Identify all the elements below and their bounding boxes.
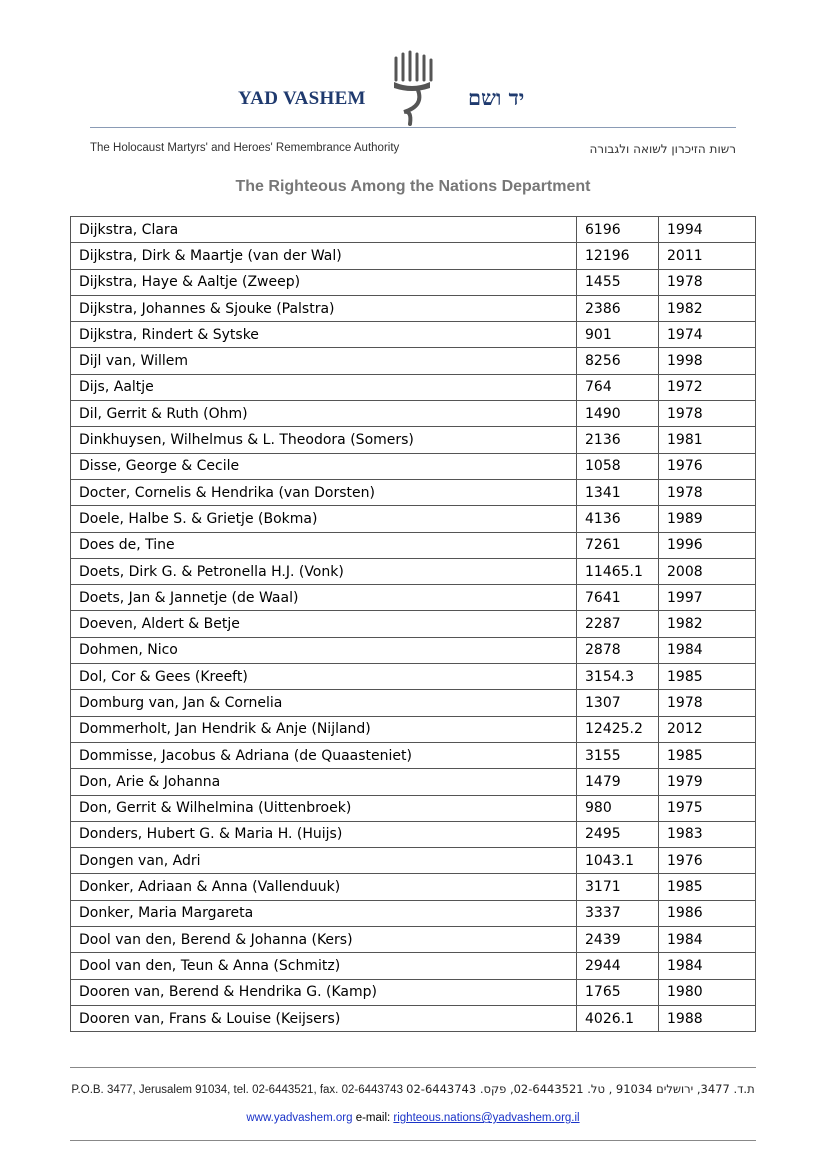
year-cell: 1980 [659, 979, 756, 1005]
file-number-cell: 2136 [577, 427, 659, 453]
year-cell: 1972 [659, 374, 756, 400]
year-cell: 1982 [659, 611, 756, 637]
year-cell: 1994 [659, 217, 756, 243]
year-cell: 1989 [659, 506, 756, 532]
file-number-cell: 3155 [577, 742, 659, 768]
header-divider [90, 127, 736, 128]
rescuer-name-cell: Dol, Cor & Gees (Kreeft) [71, 664, 577, 690]
table-row [71, 295, 756, 321]
table-row [71, 506, 756, 532]
rescuer-name-cell: Dil, Gerrit & Ruth (Ohm) [71, 401, 577, 427]
file-number-cell: 11465.1 [577, 558, 659, 584]
file-number-cell: 4136 [577, 506, 659, 532]
year-cell: 1982 [659, 295, 756, 321]
table-row [71, 453, 756, 479]
email-link[interactable]: righteous.nations@yadvashem.org.il [393, 1112, 580, 1124]
year-cell: 1978 [659, 690, 756, 716]
year-cell: 2011 [659, 243, 756, 269]
rescuer-name-cell: Docter, Cornelis & Hendrika (van Dorsten) [71, 479, 577, 505]
table-row [71, 401, 756, 427]
table-row [71, 532, 756, 558]
rescuer-name-cell: Dool van den, Teun & Anna (Schmitz) [71, 953, 577, 979]
year-cell: 1986 [659, 900, 756, 926]
file-number-cell: 1341 [577, 479, 659, 505]
rescuer-name-cell: Dooren van, Berend & Hendrika G. (Kamp) [71, 979, 577, 1005]
year-cell: 1984 [659, 927, 756, 953]
file-number-cell: 3171 [577, 874, 659, 900]
table-row [71, 348, 756, 374]
file-number-cell: 1455 [577, 269, 659, 295]
table-row [71, 269, 756, 295]
rescuer-name-cell: Doets, Dirk G. & Petronella H.J. (Vonk) [71, 558, 577, 584]
file-number-cell: 3154.3 [577, 664, 659, 690]
rescuer-name-cell: Donders, Hubert G. & Maria H. (Huijs) [71, 821, 577, 847]
year-cell: 1985 [659, 664, 756, 690]
footer-contact [0, 1112, 826, 1124]
file-number-cell: 1479 [577, 769, 659, 795]
address-en: P.O.B. 3477, Jerusalem 91034, tel. 02-6443521, fax. 02-6443743 [71, 1084, 403, 1096]
file-number-cell: 2386 [577, 295, 659, 321]
file-number-cell: 7261 [577, 532, 659, 558]
table-row [71, 927, 756, 953]
year-cell: 2008 [659, 558, 756, 584]
rescuer-name-cell: Dijkstra, Dirk & Maartje (van der Wal) [71, 243, 577, 269]
rescuer-name-cell: Dijkstra, Rindert & Sytske [71, 322, 577, 348]
authority-en: The Holocaust Martyrs' and Heroes' Remembrance Authority [90, 142, 400, 154]
rescuer-name-cell: Doeven, Aldert & Betje [71, 611, 577, 637]
year-cell: 1976 [659, 848, 756, 874]
rescuer-name-cell: Dommerholt, Jan Hendrik & Anje (Nijland) [71, 716, 577, 742]
rescuer-name-cell: Dommisse, Jacobus & Adriana (de Quaasteniet) [71, 742, 577, 768]
table-row [71, 243, 756, 269]
table-row [71, 611, 756, 637]
file-number-cell: 980 [577, 795, 659, 821]
table-row [71, 427, 756, 453]
file-number-cell: 1490 [577, 401, 659, 427]
year-cell: 1997 [659, 585, 756, 611]
file-number-cell: 764 [577, 374, 659, 400]
year-cell: 1979 [659, 769, 756, 795]
table-row [71, 217, 756, 243]
rescuer-name-cell: Dijkstra, Haye & Aaltje (Zweep) [71, 269, 577, 295]
yad-vashem-logo-icon [386, 50, 438, 130]
table-row [71, 664, 756, 690]
year-cell: 1996 [659, 532, 756, 558]
table-row [71, 558, 756, 584]
file-number-cell: 1043.1 [577, 848, 659, 874]
authority-line [90, 142, 736, 156]
rescuer-name-cell: Dijs, Aaltje [71, 374, 577, 400]
file-number-cell: 12196 [577, 243, 659, 269]
year-cell: 1984 [659, 953, 756, 979]
table-row [71, 979, 756, 1005]
rescuer-name-cell: Dijkstra, Johannes & Sjouke (Palstra) [71, 295, 577, 321]
table-row [71, 795, 756, 821]
table-row [71, 690, 756, 716]
year-cell: 1985 [659, 742, 756, 768]
rescuer-name-cell: Disse, George & Cecile [71, 453, 577, 479]
year-cell: 1984 [659, 637, 756, 663]
year-cell: 1998 [659, 348, 756, 374]
file-number-cell: 1058 [577, 453, 659, 479]
rescuer-name-cell: Dool van den, Berend & Johanna (Kers) [71, 927, 577, 953]
year-cell: 1978 [659, 479, 756, 505]
rescuer-name-cell: Dinkhuysen, Wilhelmus & L. Theodora (Somers) [71, 427, 577, 453]
file-number-cell: 1307 [577, 690, 659, 716]
table-row [71, 637, 756, 663]
file-number-cell: 2944 [577, 953, 659, 979]
file-number-cell: 2287 [577, 611, 659, 637]
file-number-cell: 12425.2 [577, 716, 659, 742]
year-cell: 1983 [659, 821, 756, 847]
file-number-cell: 2878 [577, 637, 659, 663]
file-number-cell: 3337 [577, 900, 659, 926]
table-row [71, 1005, 756, 1031]
file-number-cell: 7641 [577, 585, 659, 611]
file-number-cell: 6196 [577, 217, 659, 243]
rescuer-name-cell: Doele, Halbe S. & Grietje (Bokma) [71, 506, 577, 532]
table-row [71, 585, 756, 611]
table-row [71, 953, 756, 979]
rescuer-name-cell: Don, Gerrit & Wilhelmina (Uittenbroek) [71, 795, 577, 821]
table-row [71, 874, 756, 900]
file-number-cell: 1765 [577, 979, 659, 1005]
year-cell: 1988 [659, 1005, 756, 1031]
righteous-list-table [70, 216, 756, 1032]
file-number-cell: 8256 [577, 348, 659, 374]
year-cell: 1978 [659, 269, 756, 295]
authority-he: רשות הזיכרון לשואה ולגבורה [589, 142, 736, 156]
rescuer-name-cell: Dohmen, Nico [71, 637, 577, 663]
file-number-cell: 2495 [577, 821, 659, 847]
rescuer-name-cell: Domburg van, Jan & Cornelia [71, 690, 577, 716]
year-cell: 1974 [659, 322, 756, 348]
year-cell: 1976 [659, 453, 756, 479]
rescuer-name-cell: Doets, Jan & Jannetje (de Waal) [71, 585, 577, 611]
file-number-cell: 901 [577, 322, 659, 348]
table-row [71, 821, 756, 847]
rescuer-name-cell: Don, Arie & Johanna [71, 769, 577, 795]
table-row [71, 900, 756, 926]
table-row [71, 769, 756, 795]
table-row [71, 322, 756, 348]
rescuer-name-cell: Dongen van, Adri [71, 848, 577, 874]
year-cell: 1985 [659, 874, 756, 900]
table-row [71, 374, 756, 400]
address-he: ת.ד. 3477, ירושלים 91034 , טל. 02-6443521, פקס. 02-6443743 [406, 1082, 755, 1096]
file-number-cell: 4026.1 [577, 1005, 659, 1031]
rescuer-name-cell: Donker, Adriaan & Anna (Vallenduuk) [71, 874, 577, 900]
table-row [71, 742, 756, 768]
footer-address [0, 1082, 826, 1096]
brand-name-en: YAD VASHEM [238, 88, 366, 109]
footer-divider-bottom [70, 1140, 756, 1141]
rescuer-name-cell: Dooren van, Frans & Louise (Keijsers) [71, 1005, 577, 1031]
letterhead [0, 0, 826, 210]
department-title: The Righteous Among the Nations Department [235, 178, 591, 195]
table-row [71, 848, 756, 874]
rescuer-name-cell: Dijkstra, Clara [71, 217, 577, 243]
rescuer-name-cell: Does de, Tine [71, 532, 577, 558]
file-number-cell: 2439 [577, 927, 659, 953]
rescuer-name-cell: Donker, Maria Margareta [71, 900, 577, 926]
brand-name-he: יד ושם [468, 85, 525, 110]
year-cell: 2012 [659, 716, 756, 742]
table-row [71, 716, 756, 742]
email-label: e-mail: [355, 1112, 391, 1124]
rescuer-name-cell: Dijl van, Willem [71, 348, 577, 374]
footer-divider-top [70, 1067, 756, 1068]
year-cell: 1975 [659, 795, 756, 821]
year-cell: 1981 [659, 427, 756, 453]
website-link[interactable]: www.yadvashem.org [246, 1112, 353, 1124]
table-row [71, 479, 756, 505]
year-cell: 1978 [659, 401, 756, 427]
